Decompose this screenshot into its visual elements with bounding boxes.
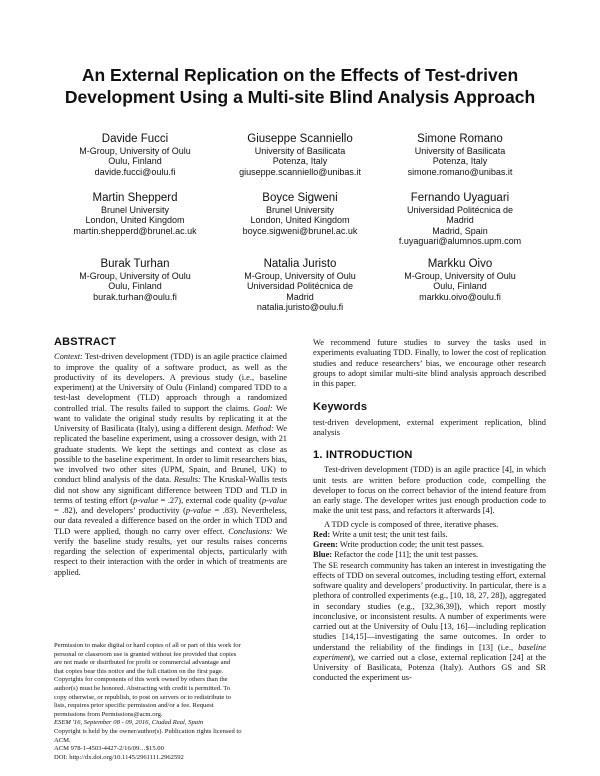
permission-line: Permission to make digital or hard copies of all or part of this work for bbox=[54, 642, 241, 649]
author-name: Simone Romano bbox=[417, 133, 503, 145]
author-location: Oulu, Finland bbox=[108, 281, 162, 292]
intro-p3-text-a: The SE research community has taken an interest in investigating the effects of TDD on several outcomes, including testing effort, external software quality and developers’ productivity. In particular, there is a plethora of controlled experiments (e.g., [10, 18, 27, 28]), aggregated in secondary studies (e.g., [32,36,39]), which report mostly inconclusive, or inconsistent results. A number of experiments were carried out at the University of Oulu [13, 16]—including replication studies [14,15]—investigating the same outcomes. In order to understand the reliability of the findings in [13] (i.e., bbox=[313, 560, 546, 652]
intro-p3-text-b: ), we carried out a close, external replication [24] at the University of Basilicata, Potenza (Italy). Authors GS and SR conducted the experiment us- bbox=[313, 652, 546, 683]
author-location: London, United Kingdom bbox=[250, 215, 350, 226]
author-affiliation: M-Group, University of Oulu bbox=[244, 271, 356, 281]
intro-paragraph-1: Test-driven development (TDD) is an agile practice [4], in which unit tests are written before production code, compelling the developer to focus on the correct behavior of the intend feature from an early stage. The developer writes just enough production code to make the unit test pass, and refactors it afterwards [4]. bbox=[313, 465, 546, 516]
author-email: davide.fucci@oulu.fi bbox=[94, 166, 176, 177]
author-location: Oulu, Finland bbox=[433, 281, 487, 292]
doi-line: DOI: http://dx.doi.org/10.1145/2961111.2962592 bbox=[54, 753, 184, 761]
results-text-c: = .82), and developers’ productivity ( bbox=[54, 506, 186, 515]
author-email: martin.shepperd@brunel.ac.uk bbox=[73, 225, 197, 236]
copyright-line: Copyright is held by the owner/author(s). Publication rights licensed to bbox=[54, 727, 242, 735]
permission-line: copy otherwise, or republish, to post on servers or to redistribute to bbox=[54, 693, 232, 701]
author-affiliation: M-Group, University of Oulu bbox=[79, 271, 191, 281]
abstract-continuation: We recommend future studies to survey the tasks used in experiments evaluating TDD. Finally, to lower the cost of replication studies and reduce researchers’ bias, we encourage other research groups to adopt similar multi-site blind analysis approach described in this paper. bbox=[313, 338, 546, 388]
intro-p3-italic: baseline experiment bbox=[313, 642, 546, 662]
red-label: Red: bbox=[313, 529, 331, 539]
results-text-a: The Kruskal-Wallis tests did not show any significant difference between TDD and TLD in terms of testing effort ( bbox=[54, 475, 287, 505]
author-block-5 bbox=[215, 191, 385, 236]
copyright-line: ACM. bbox=[54, 736, 71, 744]
permission-line: author(s) must be honored. Abstracting with credit is permitted. To bbox=[54, 684, 231, 692]
author-name: Burak Turhan bbox=[100, 258, 170, 270]
results-text-b: = .27), external code quality ( bbox=[158, 495, 262, 505]
right-column bbox=[313, 338, 546, 684]
green-label: Green: bbox=[313, 540, 338, 549]
author-name: Martin Shepperd bbox=[92, 192, 178, 204]
author-affiliation: M-Group, University of Oulu bbox=[79, 146, 191, 156]
p-value-label: p-value bbox=[261, 495, 287, 505]
author-email: markku.oivo@oulu.fi bbox=[419, 291, 501, 302]
red-text: Write a unit test; the unit test fails. bbox=[330, 529, 448, 539]
permission-line: personal or classroom use is granted without fee provided that copies bbox=[54, 650, 237, 658]
author-block-1 bbox=[50, 132, 220, 177]
author-name: Giuseppe Scanniello bbox=[247, 133, 353, 145]
method-text: We replicated the baseline experiment, using a crossover design, with 21 graduate students. We kept the settings and context as close as possible to the baseline experiment. In order to limit researchers bias, we involved two other sites (UPM, Spain, and Brunel, UK) to conduct blind analysis of the data. bbox=[54, 424, 287, 485]
p-value-label: p-value bbox=[133, 495, 159, 505]
intro-paragraph-2: A TDD cycle is composed of three, iterative phases. bbox=[324, 519, 499, 529]
blue-label: Blue: bbox=[313, 550, 333, 560]
goal-text: We want to validate the original study results by replicating it at the University of Basilicata (Italy), using a different design. bbox=[54, 403, 287, 433]
author-location: London, United Kingdom bbox=[85, 215, 185, 226]
author-location: Oulu, Finland bbox=[108, 156, 162, 167]
author-location: Potenza, Italy bbox=[432, 156, 488, 167]
author-email: giuseppe.scanniello@unibas.it bbox=[239, 166, 361, 177]
permission-line: that copies bear this notice and the full citation on the first page. bbox=[54, 667, 224, 675]
permission-line: permissions from Permissions@acm.org. bbox=[54, 710, 163, 718]
author-affiliation: Universidad Politécnica de bbox=[406, 205, 514, 215]
abstract-text bbox=[54, 352, 287, 578]
green-text: Write production code; the unit test passes. bbox=[337, 540, 485, 549]
author-location: Madrid bbox=[446, 215, 474, 226]
tdd-phase-green bbox=[313, 540, 546, 550]
author-email: simone.romano@unibas.it bbox=[407, 166, 513, 177]
author-affiliation: M-Group, University of Oulu bbox=[404, 271, 516, 281]
conference-line: ESEM '16, September 08 - 09, 2016, Ciudad Real, Spain bbox=[54, 719, 204, 727]
abstract-section bbox=[54, 337, 287, 578]
abstract-heading: ABSTRACT bbox=[54, 336, 117, 348]
blue-text: Refactor the code [11]; the unit test passes. bbox=[332, 550, 479, 560]
results-label: Results: bbox=[173, 475, 201, 485]
author-email: boyce.sigweni@brunel.ac.uk bbox=[242, 225, 358, 236]
isbn-line: ACM 978-1-4503-4427-2/16/09…$15.00 bbox=[54, 745, 164, 753]
intro-paragraph-3 bbox=[313, 561, 546, 684]
author-location: Potenza, Italy bbox=[272, 156, 328, 167]
author-block-6 bbox=[375, 191, 545, 247]
author-block-7 bbox=[50, 257, 220, 302]
p-value-label: p-value bbox=[185, 506, 212, 515]
author-email: f.uyaguari@alumnos.upm.com bbox=[398, 236, 522, 247]
author-name: Fernando Uyaguari bbox=[410, 192, 510, 204]
author-location-2: Madrid, Spain bbox=[432, 225, 488, 236]
author-block-2 bbox=[215, 132, 385, 177]
tdd-phase-blue bbox=[313, 550, 546, 560]
author-name: Boyce Sigweni bbox=[262, 192, 338, 204]
author-location: Madrid bbox=[286, 291, 314, 302]
introduction-heading: 1. INTRODUCTION bbox=[313, 449, 413, 461]
permission-block bbox=[54, 642, 287, 762]
method-label: Method: bbox=[245, 424, 274, 433]
context-text: Test-driven development (TDD) is an agile practice claimed to improve the quality of a software product, as well as the productivity of its developers. A previous study (i.e., baseline experiment) at the University of Oulu (Finland) compared TDD to a test-last development (TLD) approach through a randomized controlled trial. The results failed to support the claims. bbox=[54, 352, 287, 413]
author-affiliation: University of Basilicata bbox=[254, 146, 346, 156]
conclusions-text: We verify the baseline study results, yet our results raises concerns regarding the selection of experimental objects, particularly with respect to their interaction with the order in which of treatments are applied. bbox=[54, 526, 287, 577]
author-email: burak.turhan@oulu.fi bbox=[93, 291, 177, 302]
author-name: Markku Oivo bbox=[427, 258, 493, 270]
author-email: natalia.juristo@oulu.fi bbox=[256, 302, 344, 313]
author-affiliation: Brunel University bbox=[100, 205, 170, 215]
permission-line: lists, requires prior specific permission and/or a fee. Request bbox=[54, 702, 214, 710]
conclusions-label: Conclusions: bbox=[228, 526, 273, 536]
author-affiliation: Brunel University bbox=[265, 205, 335, 215]
results-text-d: = .83). Nevertheless, our data revealed a difference based on the order in which TDD and TLD were applied, though no carry over effect. bbox=[54, 506, 287, 536]
author-block-3 bbox=[375, 132, 545, 177]
author-block-9 bbox=[375, 257, 545, 302]
author-affiliation-2: Universidad Politécnica de bbox=[246, 281, 354, 292]
author-name: Davide Fucci bbox=[101, 133, 169, 145]
goal-label: Goal: bbox=[253, 403, 273, 413]
paper-title: An External Replication on the Effects of Test-driven Development Using a Multi-site Blind Analysis Approach bbox=[64, 65, 536, 107]
author-block-8 bbox=[215, 257, 385, 313]
author-block-4 bbox=[50, 191, 220, 236]
keywords-heading: Keywords bbox=[313, 401, 368, 414]
context-label: Context: bbox=[54, 352, 83, 362]
author-name: Natalia Juristo bbox=[263, 258, 337, 270]
keywords-text: test-driven development, external experiment replication, blind analysis bbox=[313, 417, 546, 437]
author-affiliation: University of Basilicata bbox=[414, 146, 506, 156]
permission-line: are not made or distributed for profit or commercial advantage and bbox=[54, 659, 231, 667]
permission-line: Copyrights for components of this work owned by others than the bbox=[54, 676, 228, 684]
tdd-phase-red bbox=[313, 530, 546, 540]
